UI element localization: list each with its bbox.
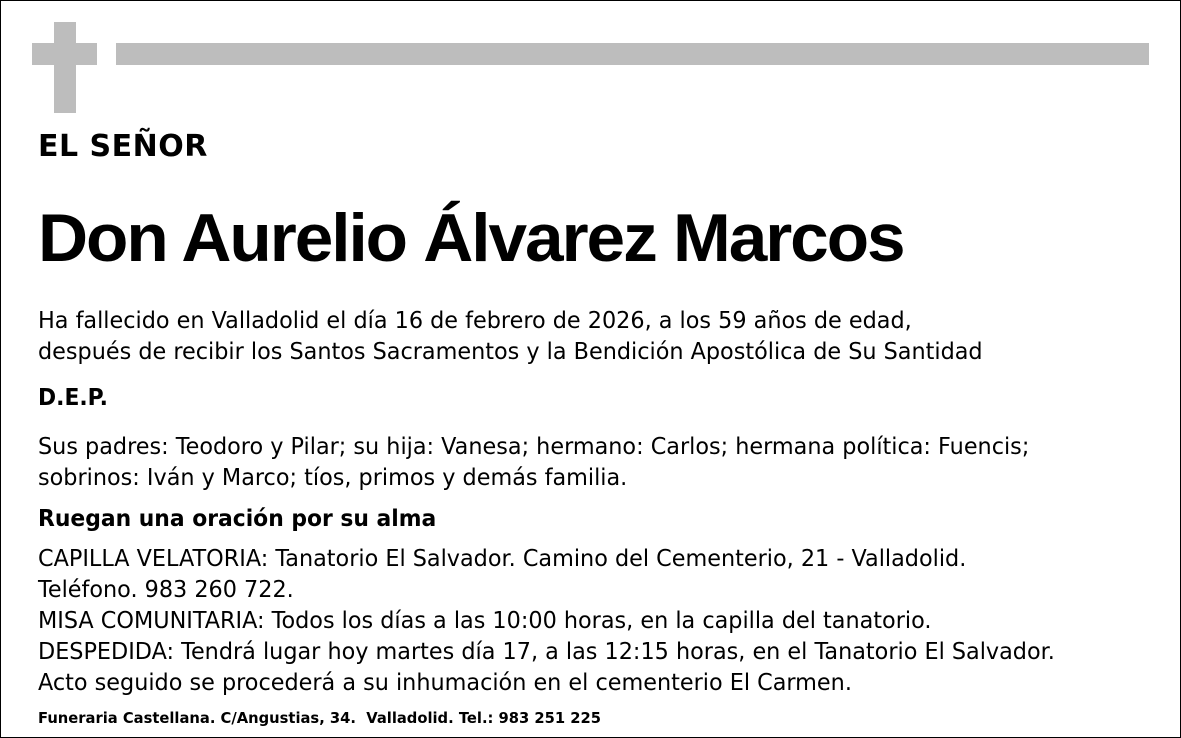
honorific: EL SEÑOR [38, 129, 208, 164]
details-line: Acto seguido se procederá a su inhumación en el cementerio El Carmen. [38, 668, 852, 696]
family-line: Sus padres: Teodoro y Pilar; su hija: Vanesa; hermano: Carlos; hermana política: Fuencis; [38, 432, 1030, 460]
announcement-line: Ha fallecido en Valladolid el día 16 de febrero de 2026, a los 59 años de edad, [38, 306, 912, 334]
prayer-request: Ruegan una oración por su alma [38, 506, 437, 532]
header-rule [116, 43, 1149, 65]
cross-horizontal-bar [32, 43, 97, 65]
details-line: DESPEDIDA: Tendrá lugar hoy martes día 17, a las 12:15 horas, en el Tanatorio El Salvador. [38, 637, 1055, 665]
family-line: sobrinos: Iván y Marco; tíos, primos y demás familia. [38, 463, 628, 491]
family-list [38, 431, 1029, 493]
details-line: CAPILLA VELATORIA: Tanatorio El Salvador. Camino del Cementerio, 21 - Valladolid. [38, 544, 967, 572]
service-details [38, 543, 1055, 698]
deceased-name: Don Aurelio Álvarez Marcos [38, 200, 904, 276]
cross-vertical-bar [54, 22, 76, 113]
details-line: MISA COMUNITARIA: Todos los días a las 10:00 horas, en la capilla del tanatorio. [38, 606, 932, 634]
details-line: Teléfono. 983 260 722. [38, 575, 294, 603]
announcement-line: después de recibir los Santos Sacramentos y la Bendición Apostólica de Su Santidad [38, 337, 983, 365]
funeral-home-footer: Funeraria Castellana. C/Angustias, 34. Valladolid. Tel.: 983 251 225 [38, 709, 602, 727]
death-announcement [38, 305, 983, 367]
rip-abbreviation: D.E.P. [38, 385, 108, 411]
